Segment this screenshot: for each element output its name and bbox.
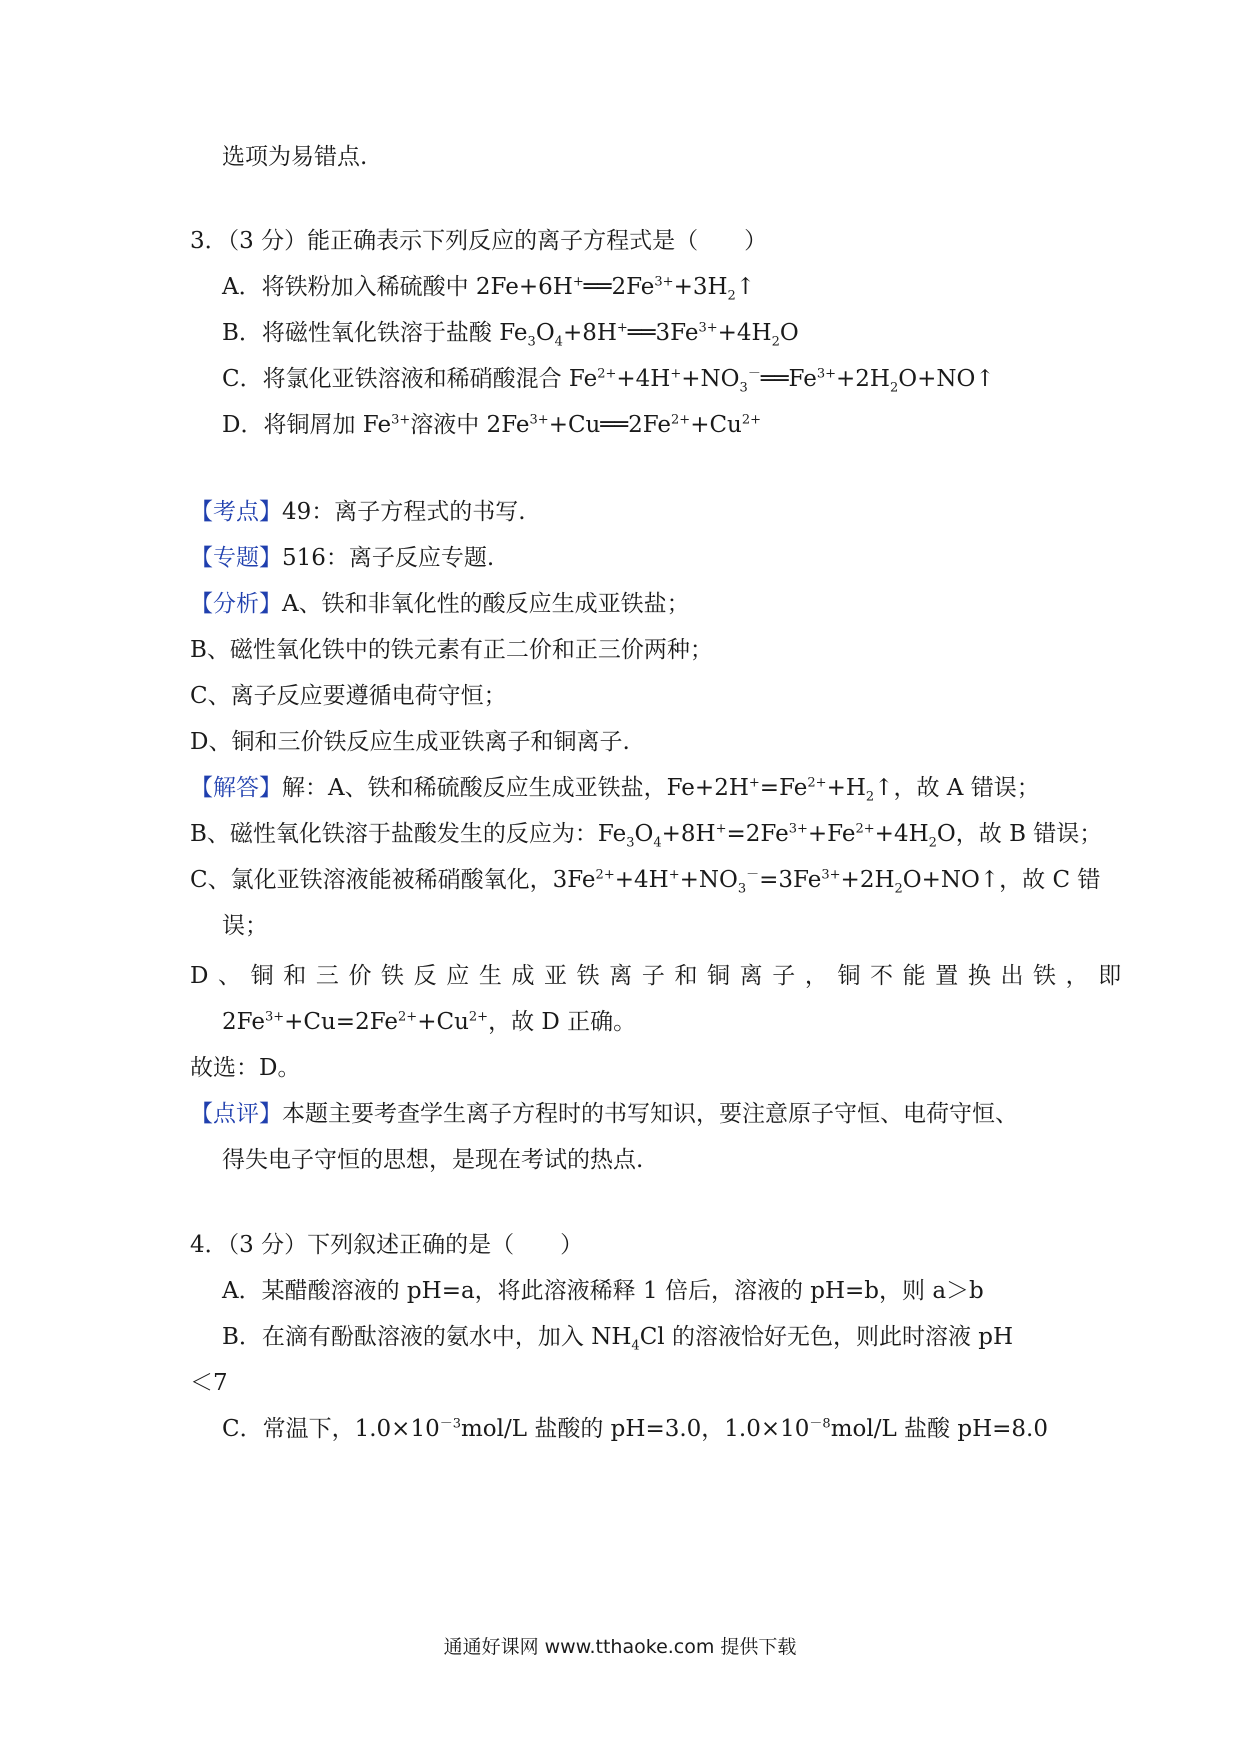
q3-stem: 3．（3 分）能正确表示下列反应的离子方程式是（ ） <box>190 228 768 254</box>
q3-option-a: A．将铁粉加入稀硫酸中 $2Fe+6H^+══2Fe^{3+}+3H_2↑$ <box>222 274 756 304</box>
q3-option-c: C．将氯化亚铁溶液和稀硝酸混合 $Fe^{2+}+4H^++NO_3^-══Fe^{3+}+2H_2O+NO↑$ <box>222 366 995 396</box>
q4-option-a: A．某醋酸溶液的 pH=a，将此溶液稀释 1 倍后，溶液的 pH=b，则 a＞b <box>222 1278 984 1304</box>
jieda-tag: 【解答】 <box>190 775 282 801</box>
fenxi-c: C、离子反应要遵循电荷守恒； <box>190 683 507 709</box>
fenxi-tag: 【分析】 <box>190 591 282 617</box>
jieda-d-cont: $2Fe^{3+}+Cu=2Fe^{2+}+Cu^{2+}$，故 D 正确。 <box>222 1009 637 1035</box>
q4-option-b: B．在滴有酚酞溶液的氨水中，加入 $NH_4Cl$ 的溶液恰好无色，则此时溶液 pH <box>222 1324 1014 1354</box>
jieda-d: D、铜和三价铁反应生成亚铁离子和铜离子，铜不能置换出铁，即 <box>190 963 1131 989</box>
dianping: 【点评】本题主要考查学生离子方程时的书写知识，要注意原子守恒、电荷守恒、 <box>190 1101 1018 1127</box>
jieda-b: B、磁性氧化铁溶于盐酸发生的反应为：$Fe_3O_4+8H^+=2Fe^{3+}+Fe^{2+}+4H_2O$，故 B 错误； <box>190 821 1103 851</box>
prev-tail: 选项为易错点. <box>222 144 368 170</box>
fenxi: 【分析】A、铁和非氧化性的酸反应生成亚铁盐； <box>190 591 690 617</box>
jieda-c-cont: 误； <box>222 913 268 939</box>
page-footer: 通通好课网 www.tthaoke.com 提供下载 <box>443 1636 797 1658</box>
zhuanti: 【专题】516：离子反应专题. <box>190 545 495 571</box>
q4-option-c: C．常温下，$1.0\times 10^{-3}mol/L$ 盐酸的 pH=3.0，$1.0\times 10^{-8}mol/L$ 盐酸 pH=8.0 <box>222 1416 1048 1442</box>
kaodian: 【考点】49：离子方程式的书写. <box>190 499 526 525</box>
q4-stem: 4．（3 分）下列叙述正确的是（ ） <box>190 1232 584 1258</box>
jieda-c: C、氯化亚铁溶液能被稀硝酸氧化，$3Fe^{2+}+4H^++NO_3^-=3Fe^{3+}+2H_2O+NO↑$，故 C 错 <box>190 867 1101 897</box>
jieda-a: 【解答】解：A、铁和稀硫酸反应生成亚铁盐，$Fe+2H^+=Fe^{2+}+H_2↑$，故 A 错误； <box>190 775 1040 805</box>
kaodian-tag: 【考点】 <box>190 499 282 525</box>
answer: 故选：D。 <box>190 1055 301 1081</box>
q3-option-b: B．将磁性氧化铁溶于盐酸 $Fe_3O_4+8H^+══3Fe^{3+}+4H_2O$ <box>222 320 799 350</box>
fenxi-d: D、铜和三价铁反应生成亚铁离子和铜离子. <box>190 729 630 755</box>
dianping-tag: 【点评】 <box>190 1101 282 1127</box>
q3-option-d: D．将铜屑加 $Fe^{3+}$溶液中 $2Fe^{3+}+Cu══2Fe^{2+}+Cu^{2+}$ <box>222 412 762 438</box>
zhuanti-tag: 【专题】 <box>190 545 282 571</box>
fenxi-b: B、磁性氧化铁中的铁元素有正二价和正三价两种； <box>190 637 713 663</box>
dianping-cont: 得失电子守恒的思想，是现在考试的热点. <box>222 1147 644 1173</box>
q4-option-b-cont: ＜7 <box>190 1370 228 1396</box>
